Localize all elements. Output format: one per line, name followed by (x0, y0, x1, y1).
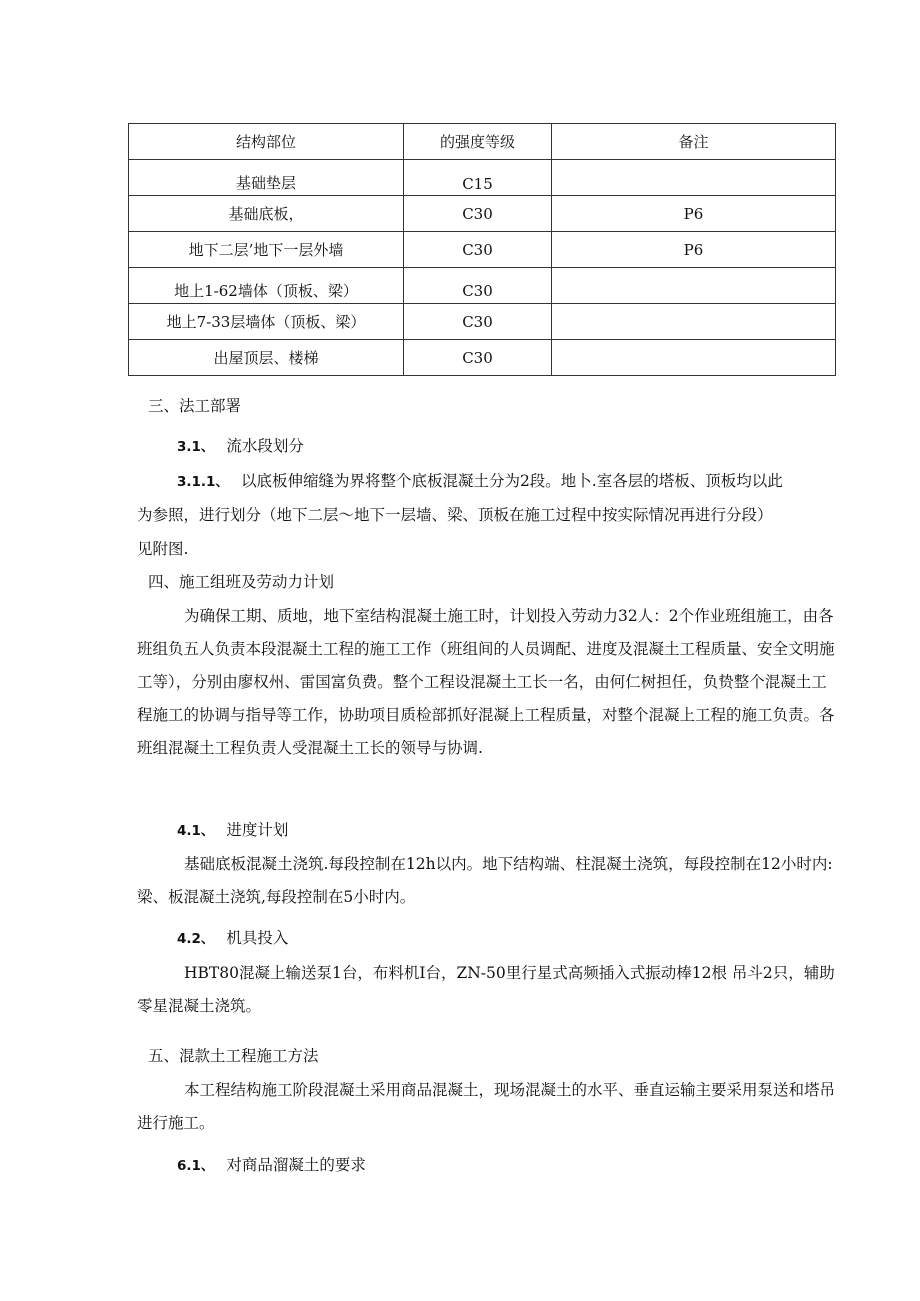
section-title: 机具投入 (226, 929, 289, 947)
section-title: 对商品溜凝土的要求 (226, 1156, 366, 1174)
table-cell: C15 (404, 160, 552, 196)
table-cell: C30 (404, 196, 552, 232)
header-cell: 的强度等级 (404, 124, 552, 160)
table-header-row (129, 124, 836, 160)
section-4-2-paragraph: HBT80混凝上输送泵1台，布料机I台，ZN-50里行星式高频插入式振动棒12根 吊斗2只，辅助零星混凝土浇筑。 (137, 964, 835, 1015)
table-row (129, 304, 836, 340)
table-cell: 地上7-33层墙体（顶板、梁） (129, 304, 404, 340)
header-cell: 结构部位 (129, 124, 404, 160)
table-cell: 基础垫层 (129, 160, 404, 196)
section-3-1-heading (177, 430, 304, 464)
table-cell (552, 304, 836, 340)
table-row (129, 268, 836, 304)
table-cell: 地上1-62墙体（顶板、梁） (129, 268, 404, 304)
table-row (129, 196, 836, 232)
section-number: 3.1、 (177, 439, 215, 455)
section-number: 3.1.1、 (177, 474, 229, 490)
section-4-heading: 四、施工组班及劳动力计划 (148, 573, 335, 591)
table-row (129, 340, 836, 376)
table-cell: C30 (404, 232, 552, 268)
table-cell: 地下二层’地下一层外墙 (129, 232, 404, 268)
header-cell: 备注 (552, 124, 836, 160)
section-number: 6.1、 (177, 1158, 215, 1174)
table-cell (552, 268, 836, 304)
section-3-1-1-line-1 (177, 465, 783, 499)
table-cell: P6 (552, 232, 836, 268)
table-cell: C30 (404, 268, 552, 304)
section-6-1-heading (177, 1149, 366, 1183)
section-4-1-paragraph: 基础底板混凝土浇筑.每段控制在12h以内。地下结构端、柱混凝土浇筑，每段控制在12小时内:梁、板混凝土浇筑,每段控制在5小时内。 (137, 855, 833, 906)
table-row (129, 160, 836, 196)
section-3-1-1-line-3: 见附图. (137, 540, 189, 558)
section-5-paragraph: 本工程结构施工阶段混凝土采用商品混凝土，现场混凝土的水平、垂直运输主要采用泵送和塔吊进行施工。 (137, 1081, 836, 1132)
section-4-paragraph: 为确保工期、质地，地下室结构混凝土施工时，计划投入劳动力32人：2个作业班组施工，由各班组负五人负责本段混凝土工程的施工工作（班组间的人员调配、进度及混凝土工程质量、安全文明施工等），分别由廖权州、雷国富负费。整个工程设混凝土工长一名，由何仁树担任，负贽整个混凝土工程施工的协调与指导等工作，协助项目质检部抓好混凝上工程质量，对整个混凝上工程的施工负责。各班组混凝土工程负责人受混凝土工长的领导与协调. (137, 607, 835, 757)
section-number: 4.2、 (177, 931, 215, 947)
table-cell (552, 340, 836, 376)
table-cell: C30 (404, 304, 552, 340)
table-row (129, 232, 836, 268)
section-4-1-heading (177, 814, 288, 848)
table-cell: C30 (404, 340, 552, 376)
section-title: 进度计划 (226, 821, 289, 839)
table-cell: 基础底板， (129, 196, 404, 232)
section-number: 4.1、 (177, 823, 215, 839)
table-cell (552, 160, 836, 196)
table-cell: 出屋顶层、楼梯 (129, 340, 404, 376)
section-text: 以底板伸缩缝为界将整个底板混凝土分为2段。地卜.室各层的塔板、顶板均以此 (240, 472, 783, 490)
concrete-grade-table (128, 123, 836, 376)
section-title: 流水段划分 (226, 437, 304, 455)
section-5-heading: 五、混款土工程施工方法 (148, 1047, 319, 1065)
section-3-heading: 三、法工部署 (148, 397, 242, 415)
section-3-1-1-line-2: 为参照，进行划分（地下二层～地下一层墙、梁、顶板在施工过程中按实际情况再进行分段） (137, 506, 773, 524)
table-cell: P6 (552, 196, 836, 232)
section-4-2-heading (177, 922, 288, 956)
